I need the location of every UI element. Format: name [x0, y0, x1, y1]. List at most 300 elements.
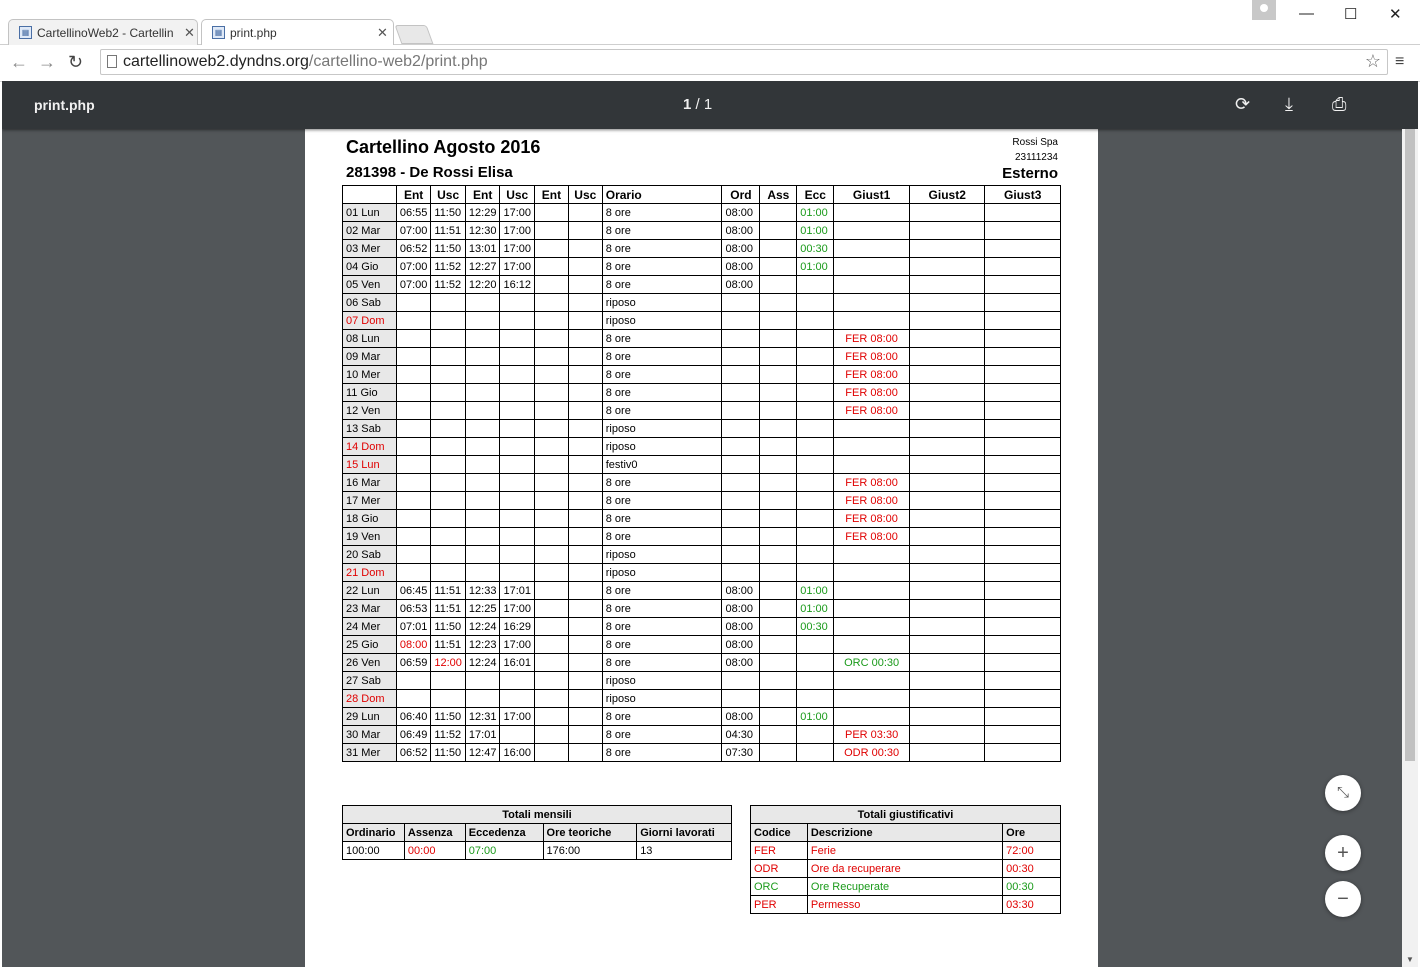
day-cell: 12 Ven	[343, 402, 397, 420]
giust2-cell	[909, 654, 984, 672]
orario-cell: 8 ore	[602, 582, 722, 600]
punch-cell	[465, 672, 500, 690]
ord-cell	[722, 492, 760, 510]
punch-cell	[534, 348, 568, 366]
day-cell: 18 Gio	[343, 510, 397, 528]
punch-cell: 13:01	[465, 240, 500, 258]
orario-cell: 8 ore	[602, 708, 722, 726]
giust3-cell	[985, 240, 1061, 258]
punch-cell	[534, 240, 568, 258]
giust2-cell	[909, 402, 984, 420]
giust1-cell: FER 08:00	[834, 492, 910, 510]
giust1-cell: FER 08:00	[834, 384, 910, 402]
table-row	[343, 672, 1061, 690]
punch-cell	[568, 708, 602, 726]
giust3-cell	[985, 546, 1061, 564]
punch-cell	[465, 492, 500, 510]
punch-cell: 11:51	[431, 222, 466, 240]
ass-cell	[760, 420, 797, 438]
punch-cell: 08:00	[396, 636, 431, 654]
punch-cell	[534, 276, 568, 294]
col-header: Codice	[751, 824, 808, 842]
giust2-cell	[909, 294, 984, 312]
col-header: Usc	[568, 186, 602, 204]
punch-cell: 16:00	[500, 744, 535, 762]
punch-cell	[534, 618, 568, 636]
giust3-cell	[985, 276, 1061, 294]
day-cell: 20 Sab	[343, 546, 397, 564]
zoom-in-button[interactable]	[1325, 835, 1361, 871]
ecc-cell	[797, 474, 834, 492]
ass-cell	[760, 492, 797, 510]
orario-cell: 8 ore	[602, 240, 722, 258]
punch-cell: 12:00	[431, 654, 466, 672]
table-row	[343, 474, 1061, 492]
giust3-cell	[985, 474, 1061, 492]
reload-icon[interactable]: ↻	[68, 52, 84, 72]
giust3-cell	[985, 312, 1061, 330]
rotate-icon[interactable]: ⟳	[1235, 94, 1251, 114]
ecc-cell	[797, 348, 834, 366]
punch-cell	[465, 474, 500, 492]
ord-cell	[722, 420, 760, 438]
ass-cell	[760, 636, 797, 654]
pdf-filename: print.php	[34, 97, 95, 113]
punch-cell	[396, 348, 431, 366]
col-header: Ent	[396, 186, 431, 204]
punch-cell	[500, 510, 535, 528]
ord-cell: 08:00	[722, 708, 760, 726]
punch-cell	[568, 492, 602, 510]
ord-cell: 08:00	[722, 618, 760, 636]
day-cell: 11 Gio	[343, 384, 397, 402]
ass-cell	[760, 258, 797, 276]
table-row	[343, 348, 1061, 366]
giust2-cell	[909, 636, 984, 654]
window-close-icon[interactable]: ✕	[1389, 6, 1402, 23]
punch-cell: 17:00	[500, 708, 535, 726]
punch-cell	[568, 276, 602, 294]
ecc-cell	[797, 654, 834, 672]
punch-cell	[534, 312, 568, 330]
punch-cell: 17:00	[500, 600, 535, 618]
ass-cell	[760, 618, 797, 636]
punch-cell: 06:59	[396, 654, 431, 672]
punch-cell	[465, 384, 500, 402]
ore-cell: 72:00	[1003, 842, 1061, 860]
orario-cell: 8 ore	[602, 618, 722, 636]
ecc-cell	[797, 636, 834, 654]
page-indicator	[683, 96, 712, 113]
monthly-totals-table	[342, 805, 732, 860]
table-row	[343, 240, 1061, 258]
giust3-cell	[985, 204, 1061, 222]
ecc-cell: 01:00	[797, 204, 834, 222]
back-icon[interactable]: ←	[10, 52, 28, 72]
ecc-cell	[797, 330, 834, 348]
table-row	[343, 564, 1061, 582]
punch-cell	[465, 510, 500, 528]
punch-cell	[568, 726, 602, 744]
table-row	[343, 726, 1061, 744]
punch-cell	[465, 546, 500, 564]
orario-cell: 8 ore	[602, 348, 722, 366]
ord-cell	[722, 528, 760, 546]
orario-cell: 8 ore	[602, 528, 722, 546]
justification-totals-header	[751, 824, 1061, 842]
punch-cell	[568, 204, 602, 222]
table-row	[343, 744, 1061, 762]
col-header: Giust2	[909, 186, 984, 204]
giust3-cell	[985, 438, 1061, 456]
ass-cell	[760, 672, 797, 690]
giust3-cell	[985, 582, 1061, 600]
ord-cell	[722, 564, 760, 582]
punch-cell	[396, 438, 431, 456]
print-icon[interactable]: ⎙	[1332, 94, 1347, 114]
punch-cell	[500, 294, 535, 312]
punch-cell: 11:50	[431, 240, 466, 258]
minimize-icon[interactable]: —	[1299, 5, 1314, 22]
col-header	[343, 186, 397, 204]
punch-cell	[465, 294, 500, 312]
zoom-out-button[interactable]	[1325, 881, 1361, 917]
monthly-totals-caption: Totali mensili	[343, 806, 732, 824]
giust1-cell	[834, 600, 910, 618]
punch-cell	[500, 384, 535, 402]
ecc-cell	[797, 366, 834, 384]
punch-cell	[431, 348, 466, 366]
justification-totals-table	[750, 805, 1061, 914]
giust3-cell	[985, 456, 1061, 474]
ass-cell	[760, 582, 797, 600]
giust1-cell	[834, 294, 910, 312]
table-row	[343, 528, 1061, 546]
ecc-cell: 01:00	[797, 258, 834, 276]
giust2-cell	[909, 348, 984, 366]
orario-cell: 8 ore	[602, 636, 722, 654]
calendar-icon: ▦	[19, 26, 32, 39]
punch-cell	[534, 564, 568, 582]
menu-icon[interactable]: ≡	[1395, 53, 1405, 70]
punch-cell	[534, 726, 568, 744]
timecard-table	[342, 185, 1061, 762]
ecc-cell	[797, 564, 834, 582]
orario-cell: riposo	[602, 420, 722, 438]
ord-cell	[722, 294, 760, 312]
punch-cell	[465, 402, 500, 420]
punch-cell	[465, 348, 500, 366]
giust2-cell	[909, 618, 984, 636]
day-cell: 02 Mar	[343, 222, 397, 240]
ecc-cell	[797, 528, 834, 546]
ass-cell	[760, 744, 797, 762]
ord-cell	[722, 510, 760, 528]
close-tab-icon[interactable]: ✕	[184, 25, 195, 40]
punch-cell: 11:50	[431, 618, 466, 636]
ore-cell: 00:30	[1003, 878, 1061, 896]
punch-cell: 11:51	[431, 600, 466, 618]
giust1-cell: FER 08:00	[834, 348, 910, 366]
day-cell: 15 Lun	[343, 456, 397, 474]
giust1-cell	[834, 276, 910, 294]
punch-cell	[396, 294, 431, 312]
giust2-cell	[909, 510, 984, 528]
giust2-cell	[909, 420, 984, 438]
day-cell: 09 Mar	[343, 348, 397, 366]
orario-cell: festiv0	[602, 456, 722, 474]
giust3-cell	[985, 690, 1061, 708]
punch-cell	[534, 492, 568, 510]
punch-cell: 11:50	[431, 204, 466, 222]
ass-cell	[760, 528, 797, 546]
ass-cell	[760, 600, 797, 618]
ecc-cell	[797, 546, 834, 564]
scroll-down-icon[interactable]: ▼	[1406, 955, 1414, 964]
codice-cell: ODR	[751, 860, 808, 878]
ass-cell	[760, 348, 797, 366]
punch-cell	[500, 546, 535, 564]
bookmark-star-icon[interactable]: ☆	[1364, 51, 1381, 71]
punch-cell	[568, 636, 602, 654]
punch-cell	[500, 528, 535, 546]
descrizione-cell: Permesso	[807, 896, 1002, 914]
fit-page-button[interactable]	[1325, 775, 1361, 811]
tab-print-php[interactable]	[201, 19, 394, 46]
giust1-cell: PER 03:30	[834, 726, 910, 744]
punch-cell	[396, 672, 431, 690]
ord-cell: 08:00	[722, 600, 760, 618]
day-cell: 10 Mer	[343, 366, 397, 384]
punch-cell	[568, 240, 602, 258]
punch-cell	[465, 420, 500, 438]
giust3-cell	[985, 492, 1061, 510]
orario-cell: 8 ore	[602, 222, 722, 240]
col-header: Giorni lavorati	[637, 824, 732, 842]
table-row	[343, 708, 1061, 726]
ass-cell	[760, 402, 797, 420]
ord-cell	[722, 474, 760, 492]
giust1-cell	[834, 258, 910, 276]
punch-cell	[534, 330, 568, 348]
ass-cell	[760, 366, 797, 384]
punch-cell: 16:01	[500, 654, 535, 672]
punch-cell	[396, 564, 431, 582]
descrizione-cell: Ore da recuperare	[807, 860, 1002, 878]
giust1-cell: FER 08:00	[834, 510, 910, 528]
company-code: 23111234	[1014, 152, 1058, 163]
punch-cell	[396, 456, 431, 474]
punch-cell	[534, 708, 568, 726]
day-cell: 03 Mer	[343, 240, 397, 258]
table-row	[343, 330, 1061, 348]
col-header: Giust3	[985, 186, 1061, 204]
giust1-cell: FER 08:00	[834, 366, 910, 384]
giust2-cell	[909, 582, 984, 600]
giust1-cell	[834, 420, 910, 438]
punch-cell	[431, 528, 466, 546]
ass-cell	[760, 294, 797, 312]
ass-cell	[760, 690, 797, 708]
punch-cell	[568, 618, 602, 636]
punch-cell: 12:24	[465, 618, 500, 636]
col-header: Ordinario	[343, 824, 405, 842]
browser-toolbar	[0, 45, 1420, 82]
giust2-cell	[909, 546, 984, 564]
pdf-page	[305, 129, 1098, 967]
giust2-cell	[909, 708, 984, 726]
day-cell: 27 Sab	[343, 672, 397, 690]
punch-cell: 12:23	[465, 636, 500, 654]
punch-cell: 12:25	[465, 600, 500, 618]
ord-cell: 08:00	[722, 654, 760, 672]
url-text: cartellinoweb2.dyndns.org/cartellino-web2/print.php	[123, 53, 488, 70]
orario-cell: 8 ore	[602, 726, 722, 744]
codice-cell: PER	[751, 896, 808, 914]
punch-cell	[568, 294, 602, 312]
giust2-cell	[909, 744, 984, 762]
punch-cell	[568, 330, 602, 348]
col-header: Ore	[1003, 824, 1061, 842]
punch-cell	[396, 474, 431, 492]
ord-cell	[722, 402, 760, 420]
giust2-cell	[909, 258, 984, 276]
punch-cell	[431, 672, 466, 690]
punch-cell	[568, 258, 602, 276]
giust1-cell	[834, 690, 910, 708]
day-cell: 22 Lun	[343, 582, 397, 600]
giust2-cell	[909, 474, 984, 492]
punch-cell	[431, 402, 466, 420]
giust3-cell	[985, 744, 1061, 762]
giust2-cell	[909, 366, 984, 384]
punch-cell	[568, 582, 602, 600]
punch-cell	[568, 366, 602, 384]
tab-cartellinoweb2[interactable]	[8, 19, 198, 45]
punch-cell	[534, 420, 568, 438]
col-header: Ore teoriche	[543, 824, 637, 842]
ecc-cell	[797, 312, 834, 330]
punch-cell	[568, 600, 602, 618]
punch-cell	[465, 690, 500, 708]
punch-cell	[396, 384, 431, 402]
ecc-cell	[797, 420, 834, 438]
punch-cell	[431, 330, 466, 348]
ord-cell	[722, 690, 760, 708]
punch-cell: 12:30	[465, 222, 500, 240]
profile-icon[interactable]	[1252, 0, 1276, 20]
maximize-icon[interactable]: ☐	[1344, 6, 1358, 23]
giust3-cell	[985, 528, 1061, 546]
punch-cell: 07:00	[396, 258, 431, 276]
close-tab-icon[interactable]: ✕	[377, 25, 388, 40]
document-title: Cartellino Agosto 2016	[346, 137, 541, 157]
punch-cell: 11:52	[431, 258, 466, 276]
ord-cell: 08:00	[722, 636, 760, 654]
table-row	[343, 384, 1061, 402]
scrollbar-thumb[interactable]	[1405, 129, 1415, 761]
punch-cell	[500, 348, 535, 366]
punch-cell	[396, 420, 431, 438]
punch-cell	[534, 438, 568, 456]
day-cell: 23 Mar	[343, 600, 397, 618]
punch-cell	[396, 528, 431, 546]
timecard-header-row	[343, 186, 1061, 204]
punch-cell	[396, 690, 431, 708]
codice-cell: FER	[751, 842, 808, 860]
punch-cell: 11:50	[431, 708, 466, 726]
total-ordinario: 100:00	[343, 842, 405, 860]
punch-cell	[431, 690, 466, 708]
ass-cell	[760, 726, 797, 744]
col-header: Ecc	[797, 186, 834, 204]
new-tab-button[interactable]	[395, 25, 434, 44]
punch-cell	[500, 330, 535, 348]
forward-icon[interactable]: →	[38, 52, 56, 72]
punch-cell	[568, 528, 602, 546]
table-row	[343, 420, 1061, 438]
orario-cell: riposo	[602, 312, 722, 330]
punch-cell	[431, 294, 466, 312]
punch-cell	[500, 438, 535, 456]
table-row	[751, 878, 1061, 896]
ecc-cell: 01:00	[797, 600, 834, 618]
table-row	[343, 294, 1061, 312]
pdf-toolbar	[2, 81, 1418, 129]
current-page[interactable]: 1	[683, 96, 692, 113]
company-block	[1012, 135, 1058, 165]
tab-title: print.php	[230, 26, 277, 40]
punch-cell	[500, 474, 535, 492]
ord-cell	[722, 312, 760, 330]
ord-cell	[722, 348, 760, 366]
giust3-cell	[985, 654, 1061, 672]
address-bar[interactable]	[100, 49, 1388, 75]
punch-cell	[431, 510, 466, 528]
giust3-cell	[985, 636, 1061, 654]
company-name: Rossi Spa	[1012, 137, 1058, 148]
ecc-cell: 00:30	[797, 618, 834, 636]
ecc-cell	[797, 510, 834, 528]
ecc-cell: 01:00	[797, 708, 834, 726]
punch-cell: 17:01	[465, 726, 500, 744]
employee-name: 281398 - De Rossi Elisa	[346, 164, 513, 181]
orario-cell: 8 ore	[602, 402, 722, 420]
giust3-cell	[985, 402, 1061, 420]
vertical-scrollbar[interactable]	[1402, 129, 1418, 967]
giust3-cell	[985, 618, 1061, 636]
giust2-cell	[909, 600, 984, 618]
ecc-cell: 01:00	[797, 222, 834, 240]
giust1-cell: FER 08:00	[834, 402, 910, 420]
giust2-cell	[909, 240, 984, 258]
giust3-cell	[985, 510, 1061, 528]
ord-cell	[722, 672, 760, 690]
punch-cell	[568, 420, 602, 438]
ass-cell	[760, 222, 797, 240]
ass-cell	[760, 312, 797, 330]
day-cell: 19 Ven	[343, 528, 397, 546]
giust1-cell	[834, 636, 910, 654]
punch-cell	[396, 402, 431, 420]
download-icon[interactable]: ⤓	[1285, 94, 1293, 114]
punch-cell	[465, 366, 500, 384]
giust1-cell	[834, 438, 910, 456]
punch-cell	[500, 366, 535, 384]
ass-cell	[760, 456, 797, 474]
ass-cell	[760, 708, 797, 726]
punch-cell	[568, 402, 602, 420]
